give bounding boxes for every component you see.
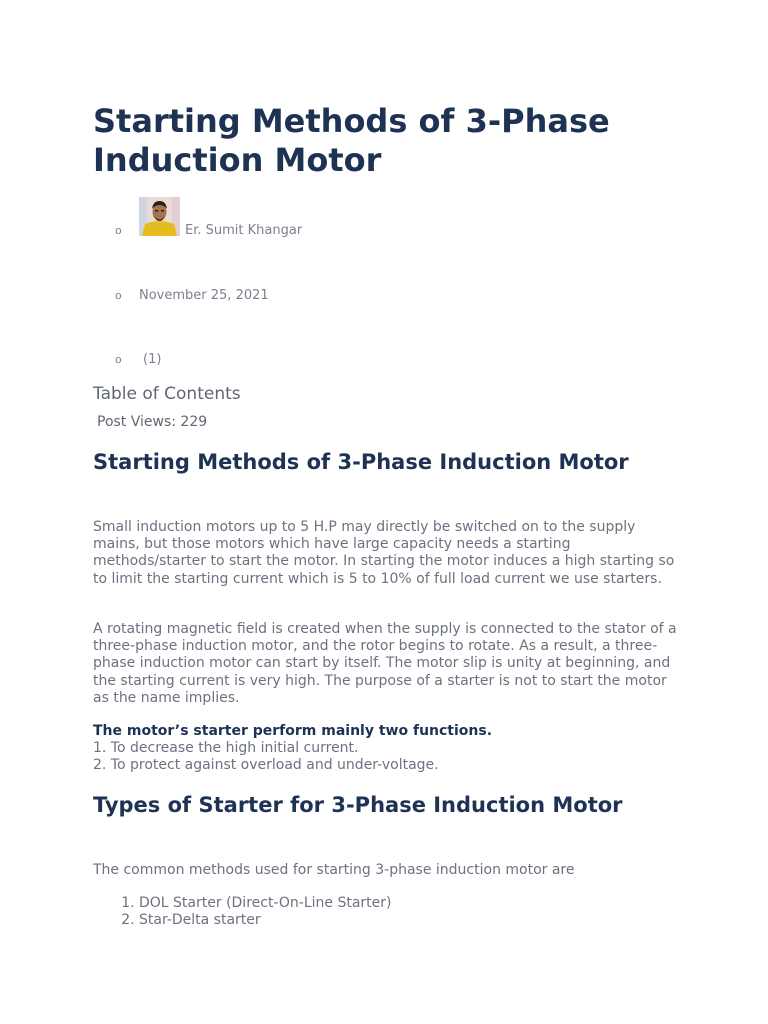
section-heading-starting-methods: Starting Methods of 3-Phase Induction Motor (93, 450, 629, 474)
paragraph: Small induction motors up to 5 H.P may directly be switched on to the supply mains, but those motors which have large capacity needs a starting methods/starter to start the motor. In starting the motor induces a high starting so to limit the starting current which is 5 to 10% of full load current we use starters. (93, 519, 675, 587)
list-bullet: o (115, 224, 122, 237)
table-of-contents-toggle[interactable]: Table of Contents (93, 384, 241, 404)
list-bullet: o (115, 353, 122, 366)
function-item: 2. To protect against overload and under-voltage. (93, 757, 439, 774)
post-date: November 25, 2021 (139, 288, 269, 303)
starter-types-list (93, 895, 392, 929)
page-title: Starting Methods of 3-Phase Induction Motor (93, 102, 610, 179)
author-avatar-image (139, 197, 180, 236)
author-name[interactable]: Er. Sumit Khangar (185, 223, 303, 238)
functions-block (93, 723, 678, 775)
functions-heading: The motor’s starter perform mainly two functions. (93, 723, 493, 739)
post-views: Post Views: 229 (97, 414, 208, 430)
list-item: 2. Star-Delta starter (139, 912, 392, 929)
section-heading-types-of-starter: Types of Starter for 3-Phase Induction Motor (93, 793, 623, 817)
paragraph: A rotating magnetic field is created when the supply is connected to the stator of a three-phase induction motor, and the rotor begins to rotate. As a result, a three-phase induction motor can start by itself. The motor slip is unity at beginning, and the starting current is very high. The purpose of a starter is not to start the motor as the name implies. (93, 621, 677, 706)
avatar[interactable] (139, 197, 180, 236)
list-item: 1. DOL Starter (Direct-On-Line Starter) (139, 895, 392, 912)
list-bullet: o (115, 289, 122, 302)
comments-count[interactable]: (1) (143, 352, 162, 367)
function-item: 1. To decrease the high initial current. (93, 740, 359, 757)
paragraph: The common methods used for starting 3-phase induction motor are (93, 862, 575, 878)
